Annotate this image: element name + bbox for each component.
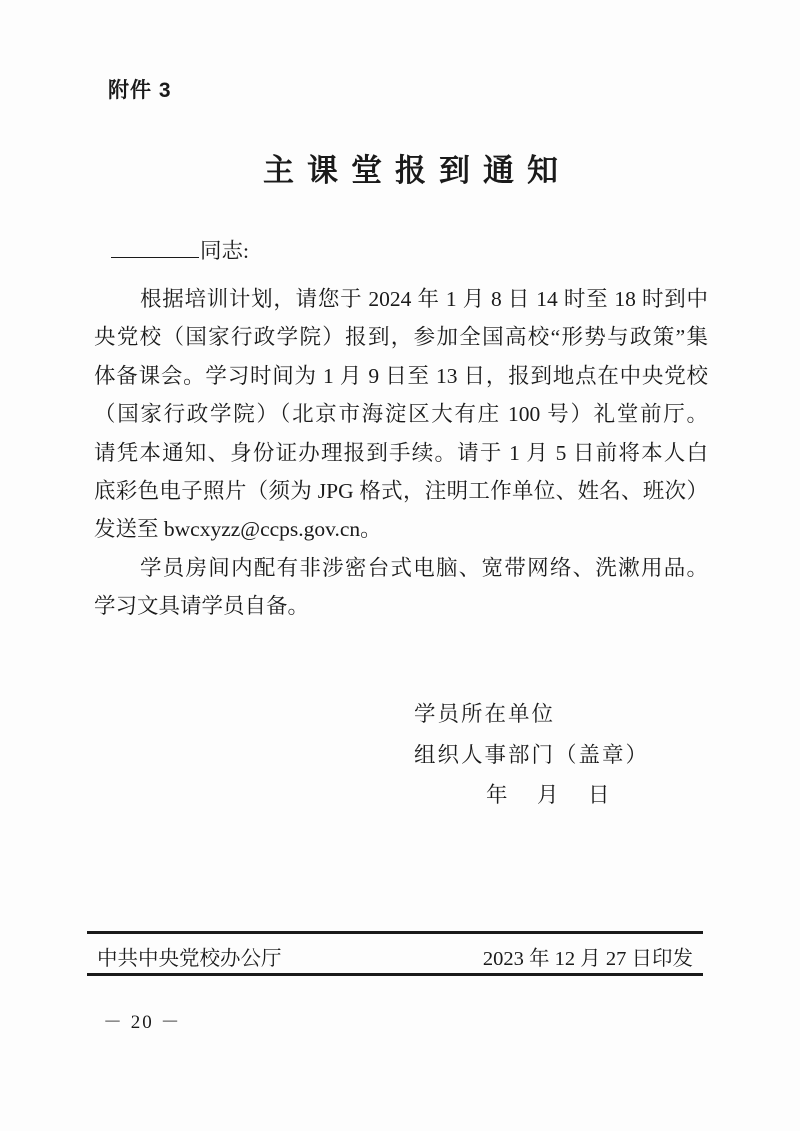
body-line: 体备课会。学习时间为 1 月 9 日至 13 日，报到地点在中央党校 [94, 363, 708, 388]
salutation-line [94, 232, 708, 270]
page-number: － 20 － [103, 1012, 182, 1033]
name-blank-field [111, 236, 199, 259]
footer-print-date: 2023 年 12 月 27 日印发 [482, 948, 693, 970]
signature-dept-line: 组织人事部门（盖章） [414, 742, 650, 767]
document-title: 主课堂报到通知 [263, 153, 571, 188]
signature-unit-line: 学员所在单位 [414, 702, 556, 726]
footer-row [97, 941, 693, 971]
signature-block [414, 694, 649, 816]
footer-issuer: 中共中央党校办公厅 [97, 948, 282, 970]
signature-date-line: 年 月 日 [486, 783, 614, 807]
salutation-suffix: 同志: [200, 239, 249, 263]
body-line: 学员房间内配有非涉密台式电脑、宽带网络、洗漱用品。 [140, 555, 708, 580]
body-line: 发送至 bwcxyzz@ccps.gov.cn。 [94, 517, 382, 542]
body-line: （国家行政学院）（北京市海淀区大有庄 100 号）礼堂前厅。 [94, 402, 708, 427]
body-line: 请凭本通知、身份证办理报到手续。请于 1 月 5 日前将本人白 [94, 440, 708, 465]
body-line: 根据培训计划，请您于 2024 年 1 月 8 日 14 时至 18 时到中 [140, 287, 708, 311]
attachment-label: 附件 3 [108, 79, 172, 102]
footer-divider-top [87, 931, 703, 934]
body-line: 底彩色电子照片（须为 JPG 格式，注明工作单位、姓名、班次） [94, 479, 708, 504]
footer-divider-bottom [87, 973, 703, 976]
body-line: 学习文具请学员自备。 [94, 594, 310, 619]
body-line: 央党校（国家行政学院）报到，参加全国高校“形势与政策”集 [94, 325, 708, 350]
document-body [94, 232, 708, 626]
